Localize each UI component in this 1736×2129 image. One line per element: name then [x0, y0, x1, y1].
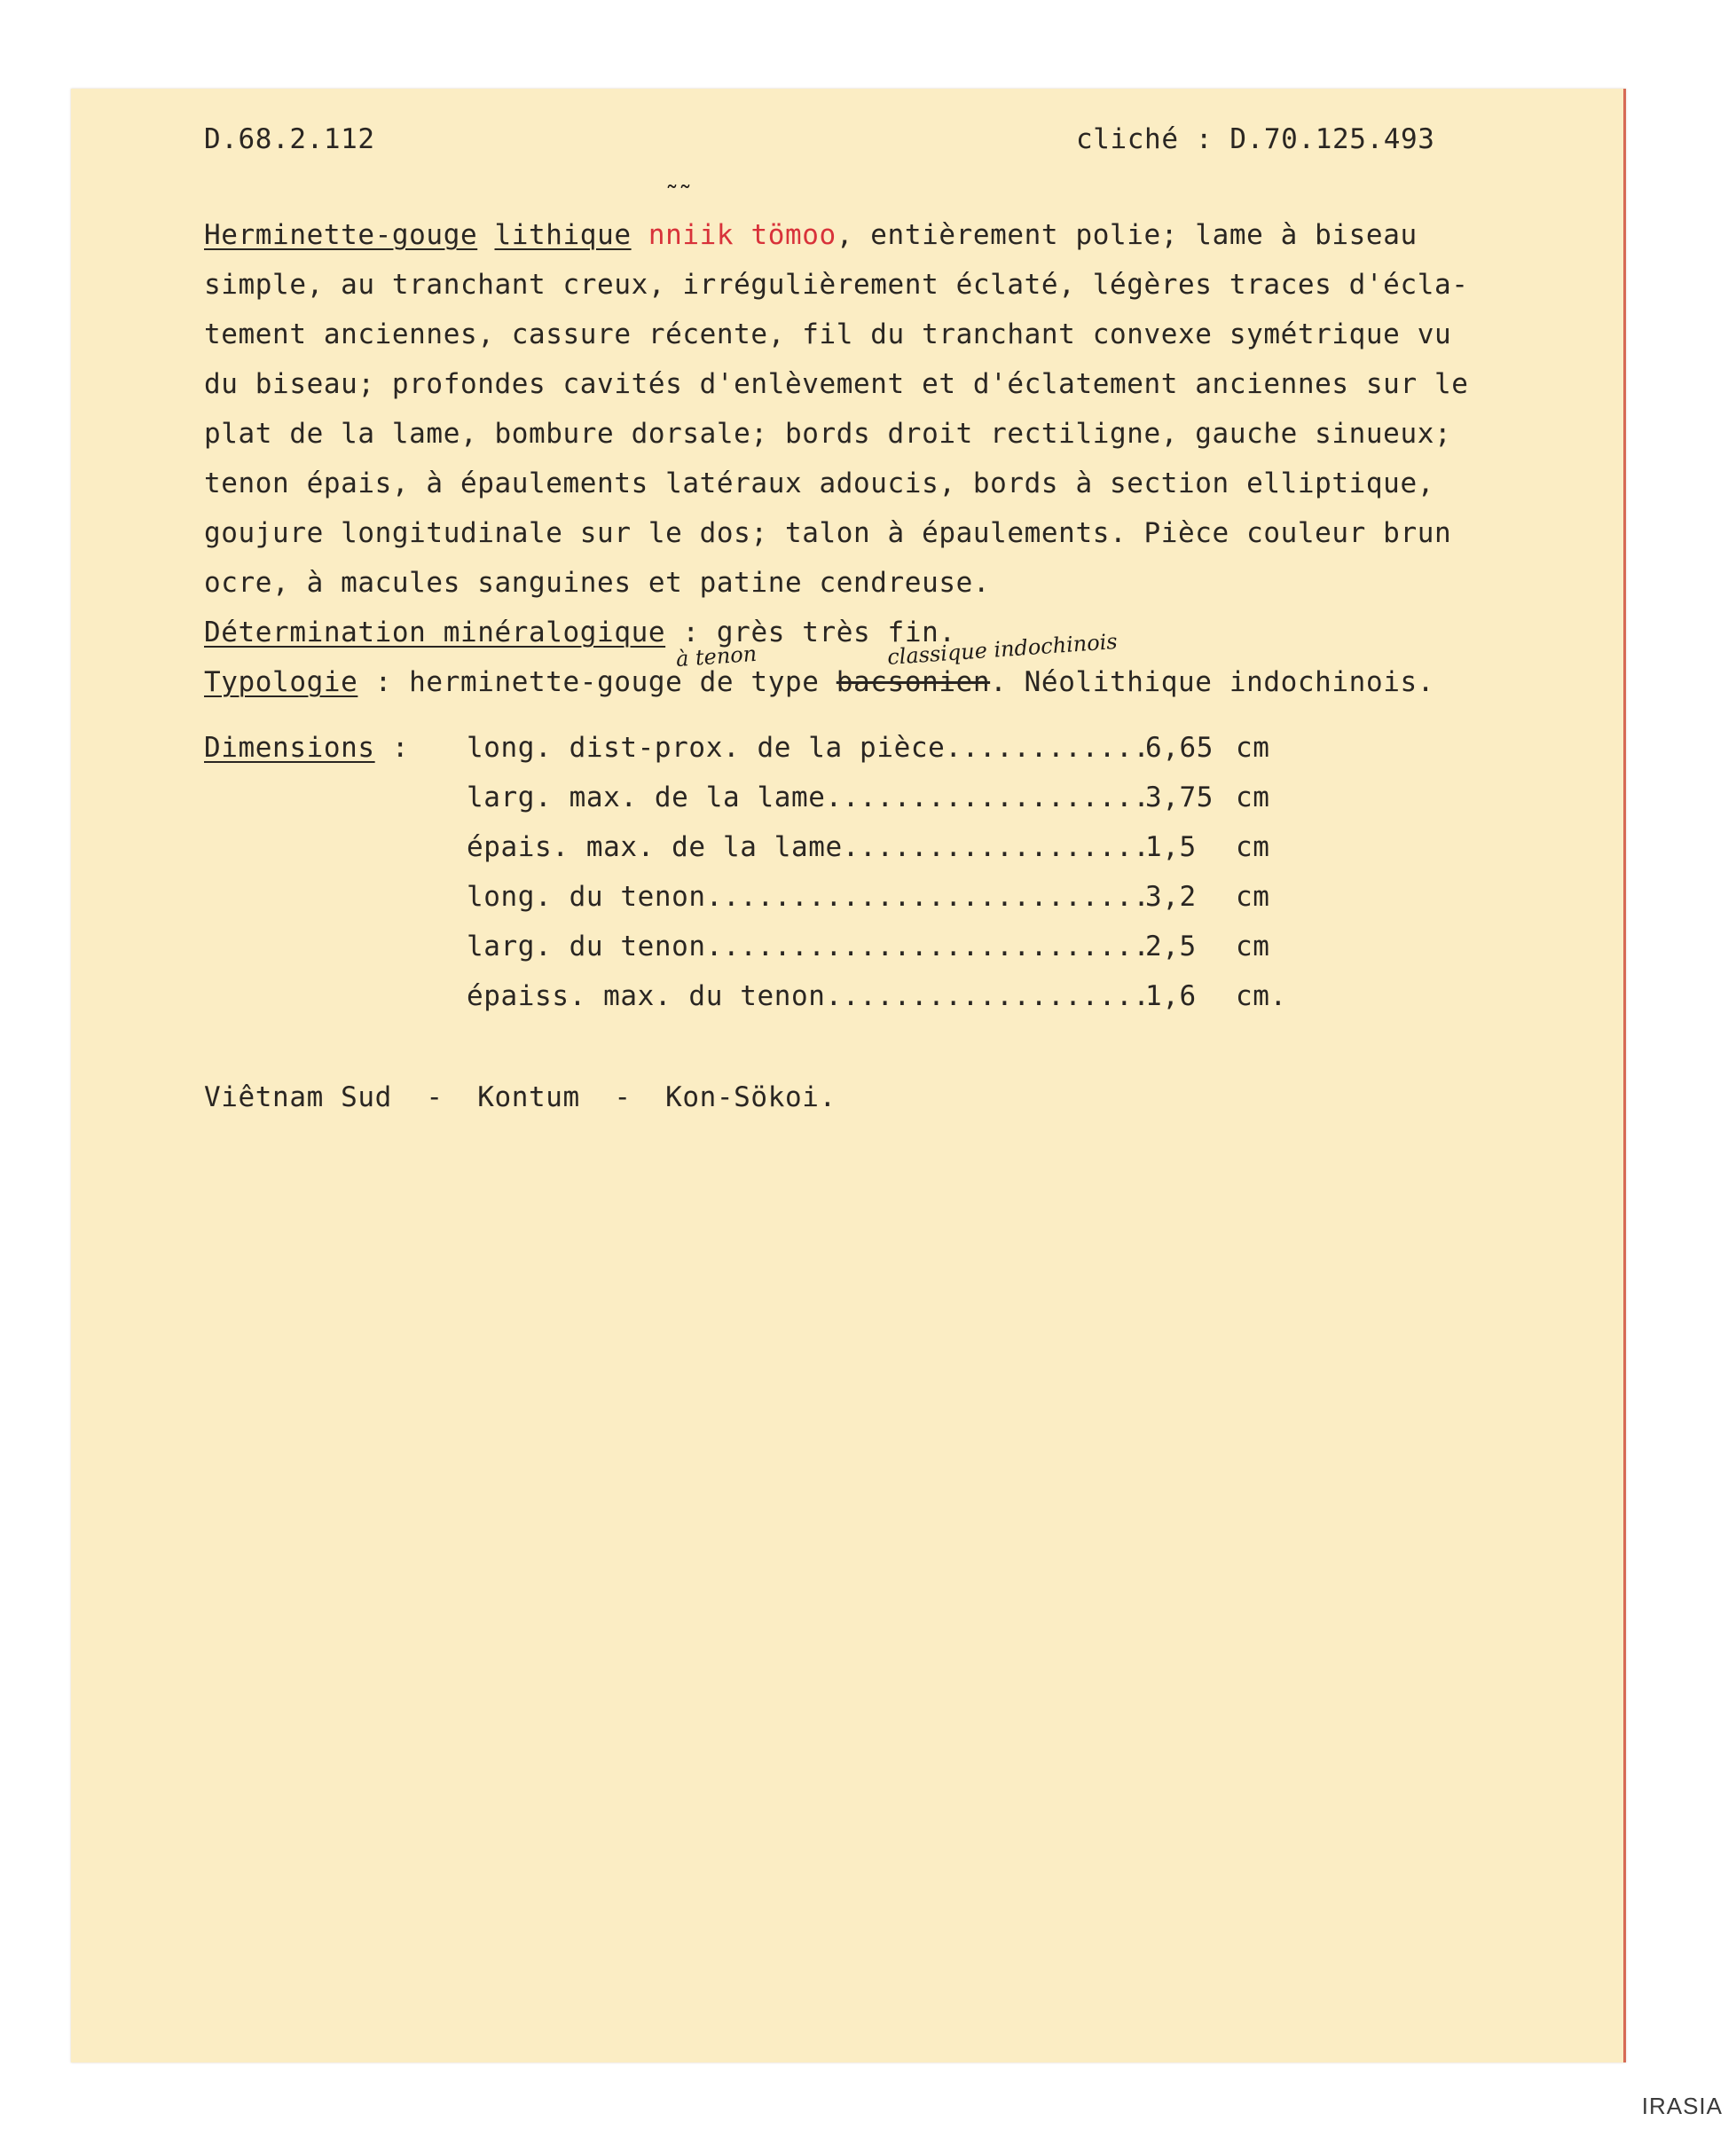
- provenance: Viêtnam Sud - Kontum - Kon-Sökoi.: [204, 1081, 837, 1113]
- dimension-row-unit: cm: [1236, 831, 1270, 863]
- dimension-row-unit: cm: [1236, 782, 1270, 813]
- dimension-row-unit: cm: [1236, 881, 1270, 913]
- diacritic-mark: ˜˜: [665, 181, 692, 212]
- typology-suffix: . Néolithique indochinois.: [990, 666, 1434, 698]
- description-line: tement anciennes, cassure récente, fil du tranchant convexe symétrique vu: [204, 318, 1452, 350]
- dimension-row-label: épais. max. de la lame..................: [467, 831, 1151, 863]
- dimension-row-label: larg. du tenon..........................: [467, 931, 1151, 962]
- inventory-number: D.68.2.112: [204, 123, 375, 155]
- dimensions-colon: :: [374, 732, 427, 764]
- local-name: nniik tömoo: [648, 219, 837, 251]
- description-line: ocre, à macules sanguines et patine cendreuse.: [204, 567, 991, 599]
- term-herminette-gouge: Herminette-gouge: [204, 219, 478, 251]
- description-line: tenon épais, à épaulements latéraux adoucis, bords à section elliptique,: [204, 467, 1434, 499]
- description-line: du biseau; profondes cavités d'enlèvement et d'éclatement anciennes sur le: [204, 368, 1469, 400]
- typology-label: Typologie: [204, 666, 358, 698]
- dimensions-label: Dimensions: [204, 732, 375, 764]
- typology-struck-word: bacsonien: [836, 666, 991, 698]
- dimension-row-label: long. du tenon..........................: [467, 881, 1151, 913]
- description-line-1-rest: , entièrement polie; lame à biseau: [836, 219, 1418, 251]
- dimension-row-value: 1,6: [1145, 980, 1197, 1012]
- dimension-row-value: 6,65: [1145, 732, 1214, 764]
- dimension-row-value: 3,75: [1145, 782, 1214, 813]
- handwritten-insert-a-tenon: à tenon: [675, 640, 758, 672]
- dimension-row-unit: cm: [1236, 931, 1270, 962]
- typology-line: [204, 666, 1434, 698]
- dimension-row-value: 2,5: [1145, 931, 1197, 962]
- dimensions-heading: [204, 732, 427, 764]
- dimension-row-value: 1,5: [1145, 831, 1197, 863]
- term-lithique: lithique: [494, 219, 632, 251]
- handwritten-insert-classique: classique indochinois: [886, 628, 1119, 671]
- mineralogy-label: Détermination minéralogique: [204, 617, 666, 648]
- mineralogy-line: [204, 619, 956, 647]
- dimension-row-unit: cm: [1236, 732, 1270, 764]
- cliche-number: cliché : D.70.125.493: [1076, 123, 1435, 155]
- typology-prefix: : herminette-gouge de type: [357, 666, 837, 698]
- dimension-row-value: 3,2: [1145, 881, 1197, 913]
- description-line: simple, au tranchant creux, irrégulièrement éclaté, légères traces d'écla-: [204, 269, 1469, 301]
- dimension-row-label: larg. max. de la lame...................: [467, 782, 1151, 813]
- dimension-row-label: long. dist-prox. de la pièce............: [467, 732, 1151, 764]
- description-line-1: [204, 219, 1418, 251]
- description-line: plat de la lame, bombure dorsale; bords droit rectiligne, gauche sinueux;: [204, 418, 1452, 450]
- mineralogy-value: : grès très fin.: [665, 617, 956, 648]
- description-line: goujure longitudinale sur le dos; talon à épaulements. Pièce couleur brun: [204, 517, 1452, 549]
- dimension-row-unit: cm.: [1236, 980, 1287, 1012]
- catalogue-card: [71, 89, 1626, 2062]
- watermark-label: IRASIA: [1641, 2093, 1723, 2119]
- dimension-row-label: épaiss. max. du tenon...................: [467, 980, 1151, 1012]
